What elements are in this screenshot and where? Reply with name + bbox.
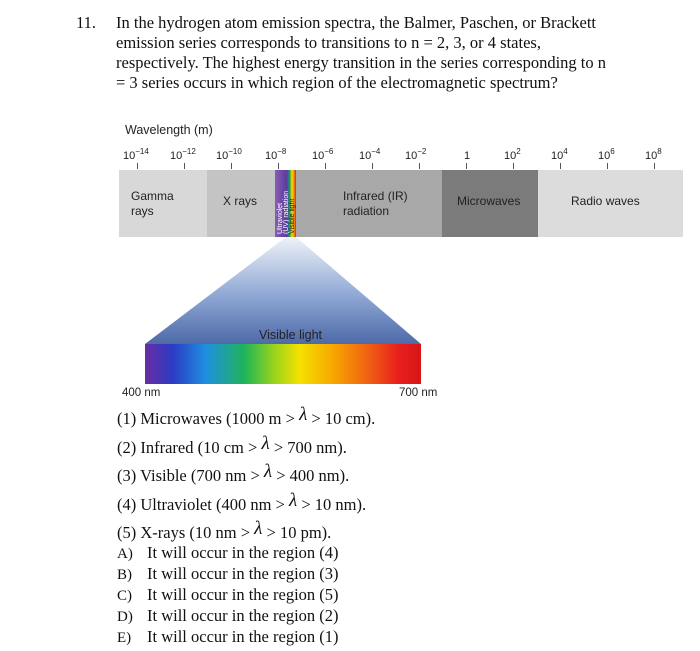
visible-spectrum-bar [145, 344, 421, 384]
lambda-symbol: λ [288, 490, 298, 511]
radio-label: Radio waves [571, 194, 640, 208]
option-line: (4) Ultraviolet (400 nm > λ > 10 nm). [117, 490, 367, 514]
lambda-symbol: λ [254, 518, 263, 539]
option-line: (5) X-rays (10 nm > λ > 10 pm). [117, 518, 332, 542]
visible-light-label: Visible light [259, 328, 323, 342]
answer-letter: C) [117, 588, 132, 604]
answer-choice-c[interactable] [117, 585, 339, 605]
xray-label: X rays [223, 194, 258, 208]
answer-choice-d[interactable] [117, 606, 339, 626]
lambda-symbol: λ [261, 433, 270, 454]
lambda-symbol: λ [299, 404, 308, 425]
lambda-symbol: λ [263, 461, 273, 482]
answer-letter: D) [117, 609, 133, 625]
question-text: In the hydrogen atom emission spectra, the Balmer, Paschen, or Brackett emission series corresponds to transitions to n = 2, 3, or 4 states, respectively. The highest energy transition in the series corresponding to n = 3 series occurs in which region of the electromagnetic spectrum? [116, 13, 606, 92]
answer-text: It will occur in the region (2) [147, 606, 339, 625]
tick-label: $10^{-8}$ [265, 147, 287, 162]
uv-label-line2: (UV) radiation [283, 190, 290, 234]
wavelength-700nm-label: 700 nm [399, 387, 438, 399]
answer-choice-e[interactable] [117, 627, 339, 647]
tick-label: $10^{-6}$ [312, 147, 334, 162]
option-line: (1) Microwaves (1000 m > λ > 10 cm). [117, 404, 376, 428]
tick-label: $10^{-10}$ [216, 147, 242, 162]
option-line: (2) Infrared (10 cm > λ > 700 nm). [117, 433, 347, 457]
answer-choice-b[interactable] [117, 564, 339, 584]
option-line: (3) Visible (700 nm > λ > 400 nm). [117, 461, 350, 485]
microwave-label: Microwaves [457, 194, 521, 208]
question-number: 11. [76, 13, 97, 32]
uv-label-line1: Ultraviolet [277, 202, 284, 234]
answer-text: It will occur in the region (5) [147, 585, 339, 604]
infrared-label: Infrared (IR) radiation [343, 189, 408, 218]
answer-choice-a[interactable] [117, 543, 339, 563]
answer-letter: A) [117, 546, 133, 562]
answer-text: It will occur in the region (3) [147, 564, 339, 583]
tick-label: $10^2$ [504, 147, 521, 162]
tick-label: $10^{-12}$ [170, 147, 196, 162]
answer-letter: B) [117, 567, 132, 583]
tick-label: $10^{-2}$ [405, 147, 427, 162]
tick-label: $10^6$ [598, 147, 615, 162]
tick-label: $10^{-4}$ [359, 147, 381, 162]
answer-letter: E) [117, 630, 132, 646]
answer-text: It will occur in the region (1) [147, 627, 339, 646]
wavelength-400nm-label: 400 nm [122, 387, 161, 399]
tick-label: $10^{-14}$ [123, 147, 149, 162]
axis-title: Wavelength (m) [125, 123, 213, 137]
gamma-label: Gamma rays [131, 189, 174, 218]
tick-label: 1 [464, 150, 471, 162]
tick-label: $10^4$ [551, 147, 568, 162]
visible-vertical-label: Visible light [289, 198, 296, 234]
tick-label: $10^8$ [645, 147, 662, 162]
answer-text: It will occur in the region (4) [147, 543, 339, 562]
